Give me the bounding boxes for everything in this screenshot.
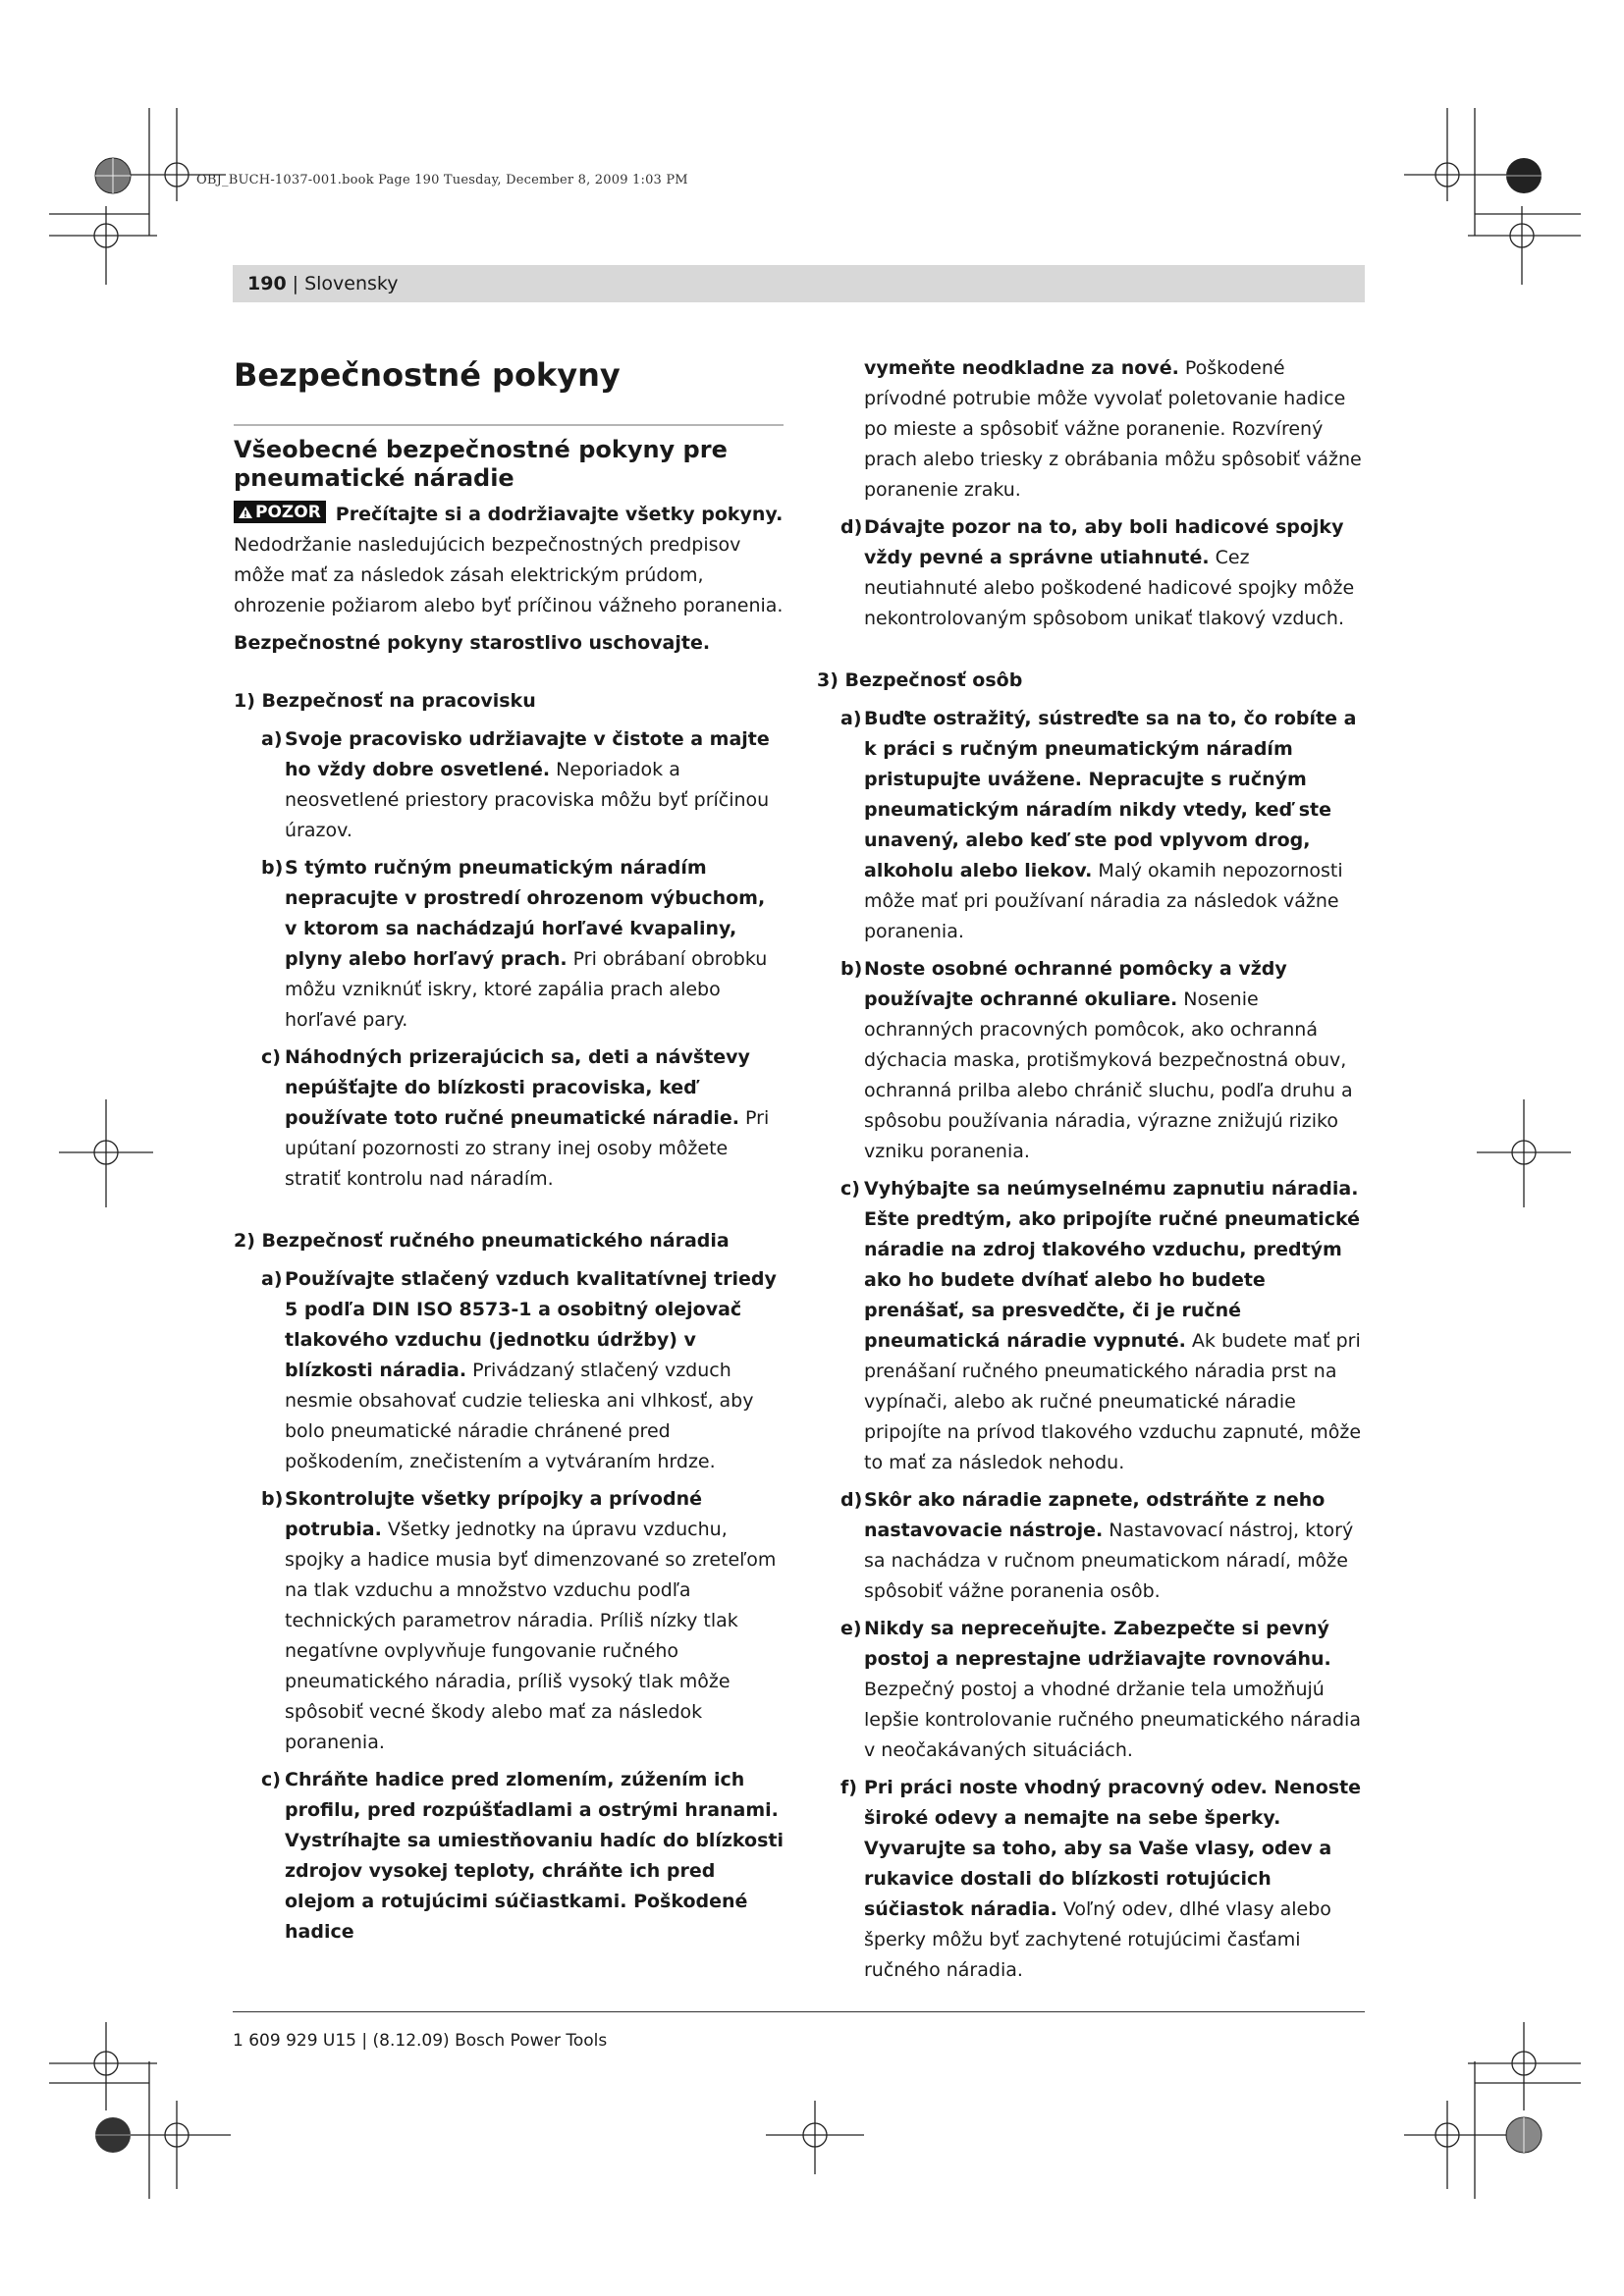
- item-bold: Náhodných prizerajúcich sa, deti a návštevy nepúšťajte do blízkosti pracoviska, keď používate toto ručné pneumatické náradie.: [285, 1046, 750, 1129]
- warning-text: Nedodržanie nasledujúcich bezpečnostných predpisov môže mať za následok zásah elektrickým prúdom, ohrozenie požiarom alebo byť príčinou vážneho poranenia.: [234, 534, 784, 616]
- warning-bold: Prečítajte si a dodržiavajte všetky pokyny.: [335, 504, 784, 525]
- page-header: [233, 265, 1365, 302]
- list-item: [234, 724, 784, 846]
- page-title: Bezpečnostné pokyny: [234, 356, 621, 394]
- warning-badge: [234, 501, 326, 523]
- list-item: [234, 1484, 784, 1758]
- section-3-title: 3) Bezpečnosť osôb: [817, 669, 1023, 691]
- item-label: a): [261, 728, 283, 750]
- list-item: [817, 704, 1365, 947]
- keep-instructions: Bezpečnostné pokyny starostlivo uschovajte.: [234, 632, 711, 654]
- list-item-continued: [817, 353, 1365, 506]
- left-column: [234, 353, 784, 1954]
- item-text: Pri obrábaní obrobku môžu vzniknúť iskry, ktoré zapália prach alebo horľavé pary.: [285, 948, 768, 1031]
- section-1-title: 1) Bezpečnosť na pracovisku: [234, 690, 536, 712]
- list-item: [234, 1765, 784, 1948]
- item-bold: Noste osobné ochranné pomôcky a vždy používajte ochranné okuliare.: [864, 958, 1287, 1010]
- item-text: Všetky jednotky na úpravu vzduchu, spojky a hadice musia byť dimenzované so zreteľom na tlak vzduchu a množstvo vzduchu podľa technických parametrov náradia. Príliš nízky tlak negatívne ovplyvňuje fungovanie ručného pneumatického náradia, príliš vysoký tlak môže spôsobiť vecné škody alebo mať za následok poranenia.: [285, 1519, 777, 1753]
- item-bold: S týmto ručným pneumatickým náradím nepracujte v prostredí ohrozenom výbuchom, v ktorom sa nachádzajú horľavé kvapaliny, plyny alebo horľavý prach.: [285, 857, 766, 970]
- list-item: [817, 1773, 1365, 1986]
- item-text: Voľný odev, dlhé vlasy alebo šperky môžu byť zachytené rotujúcimi časťami ručného náradia.: [864, 1898, 1331, 1981]
- item-bold: vymeňte neodkladne za nové.: [864, 357, 1179, 379]
- section-2-title: 2) Bezpečnosť ručného pneumatického náradia: [234, 1230, 730, 1252]
- item-text: Neporiadok a neosvetlené priestory pracoviska môžu byť príčinou úrazov.: [285, 759, 770, 841]
- item-label: f): [840, 1777, 857, 1798]
- title-rule: [234, 424, 784, 426]
- item-label: d): [840, 1489, 863, 1511]
- list-item: [234, 1264, 784, 1477]
- item-text: Cez neutiahnuté alebo poškodené hadicové spojky môže nekontrolovaným spôsobom unikať tlakový vzduch.: [864, 547, 1355, 629]
- item-text: Nastavovací nástroj, ktorý sa nachádza v ručnom pneumatickom náradí, môže spôsobiť vážne poranenia osôb.: [864, 1520, 1354, 1602]
- item-text: Bezpečný postoj a vhodné držanie tela umožňujú lepšie kontrolovanie ručného pneumatického náradia v neočakávaných situáciách.: [864, 1679, 1361, 1761]
- list-item: [817, 1485, 1365, 1607]
- item-label: c): [261, 1769, 281, 1790]
- item-label: b): [261, 857, 284, 879]
- item-text: Ak budete mať pri prenášaní ručného pneumatického náradia prst na vypínači, alebo ak ručné pneumatické náradie pripojíte na prívod tlakového vzduchu zapnuté, môže to mať za následok nehodu.: [864, 1330, 1362, 1473]
- item-bold: Skontrolujte všetky prípojky a prívodné potrubia.: [285, 1488, 702, 1540]
- item-text: Nosenie ochranných pracovných pomôcok, ako ochranná dýchacia maska, protišmyková bezpečnostná obuv, ochranná prilba alebo chránič sluchu, podľa druhu a spôsobu používania náradia, výrazne znižujú riziko vzniku poranenia.: [864, 988, 1353, 1162]
- item-bold: Dávajte pozor na to, aby boli hadicové spojky vždy pevné a správne utiahnuté.: [864, 516, 1344, 568]
- item-bold: Skôr ako náradie zapnete, odstráňte z neho nastavovacie nástroje.: [864, 1489, 1326, 1541]
- item-text: Poškodené prívodné potrubie môže vyvolať poletovanie hadice po mieste a spôsobiť vážne poranenie. Rozvírený prach alebo triesky z obrábania môžu spôsobiť vážne poranenie zraku.: [864, 357, 1362, 501]
- item-bold: Nikdy sa nepreceňujte. Zabezpečte si pevný postoj a neprestajne udržiavajte rovnováhu.: [864, 1618, 1331, 1670]
- item-bold: Chráňte hadice pred zlomením, zúžením ich profilu, pred rozpúšťadlami a ostrými hranami. Vystríhajte sa umiestňovaniu hadíc do blízkosti zdrojov vysokej teploty, chráňte ich pred olejom a rotujúcimi súčiastkami. Poškodené hadice: [285, 1769, 785, 1943]
- item-label: a): [840, 708, 862, 729]
- list-item: [817, 1614, 1365, 1766]
- item-text: Pri upútaní pozornosti zo strany inej osoby môžete stratiť kontrolu nad náradím.: [285, 1107, 770, 1190]
- page-number: 190: [247, 273, 287, 294]
- item-label: a): [261, 1268, 283, 1290]
- right-column: [817, 353, 1365, 1993]
- header-language: Slovensky: [304, 273, 399, 294]
- warning-badge-label: POZOR: [255, 503, 321, 522]
- warning-triangle-icon: [238, 506, 253, 519]
- header-separator: |: [292, 273, 299, 294]
- item-label: e): [840, 1618, 862, 1639]
- item-label: b): [261, 1488, 284, 1510]
- page-footer: 1 609 929 U15 | (8.12.09) Bosch Power Tools: [233, 2031, 608, 2051]
- list-item: [817, 512, 1365, 634]
- item-label: b): [840, 958, 863, 980]
- item-bold: Vyhýbajte sa neúmyselnému zapnutiu náradia. Ešte predtým, ako pripojíte ručné pneumatické náradie na zdroj tlakového vzduchu, predtým ako ho budete dvíhať alebo ho budete prenášať, sa presvedčte, či je ručné pneumatická náradie vypnuté.: [864, 1178, 1361, 1352]
- item-label: c): [840, 1178, 860, 1200]
- item-label: c): [261, 1046, 281, 1068]
- list-item: [817, 1174, 1365, 1478]
- item-bold: Používajte stlačený vzduch kvalitatívnej triedy 5 podľa DIN ISO 8573-1 a osobitný olejovač tlakového vzduchu (jednotku údržby) v blízkosti náradia.: [285, 1268, 777, 1381]
- list-item: [817, 954, 1365, 1167]
- footer-rule: [233, 2011, 1365, 2012]
- item-bold: Svoje pracovisko udržiavajte v čistote a majte ho vždy dobre osvetlené.: [285, 728, 770, 780]
- list-item: [234, 853, 784, 1036]
- print-slug: OBJ_BUCH-1037-001.book Page 190 Tuesday, December 8, 2009 1:03 PM: [196, 173, 688, 187]
- item-text: Malý okamih nepozornosti môže mať pri používaní náradia za následok vážne poranenia.: [864, 860, 1343, 942]
- item-bold: Buďte ostražitý, sústreďte sa na to, čo robíte a k práci s ručným pneumatickým náradím pristupujte uvážene. Nepracujte s ručným pneumatickým náradím nikdy vtedy, keď ste unavený, alebo keď ste pod vplyvom drog, alkoholu alebo liekov.: [864, 708, 1357, 881]
- item-text: Privádzaný stlačený vzduch nesmie obsahovať cudzie telieska ani vlhkosť, aby bolo pneumatické náradie chránené pred poškodením, znečistením a vytváraním hrdze.: [285, 1360, 754, 1472]
- item-bold: Pri práci noste vhodný pracovný odev. Nenoste široké odevy a nemajte na sebe šperky. Vyvarujte sa toho, aby sa Vaše vlasy, odev a rukavice dostali do blízkosti rotujúcich súčiastok náradia.: [864, 1777, 1362, 1920]
- section-subtitle: Všeobecné bezpečnostné pokyny pre pneumatické náradie: [234, 436, 728, 492]
- list-item: [234, 1042, 784, 1195]
- warning-paragraph: [234, 500, 784, 621]
- item-label: d): [840, 516, 863, 538]
